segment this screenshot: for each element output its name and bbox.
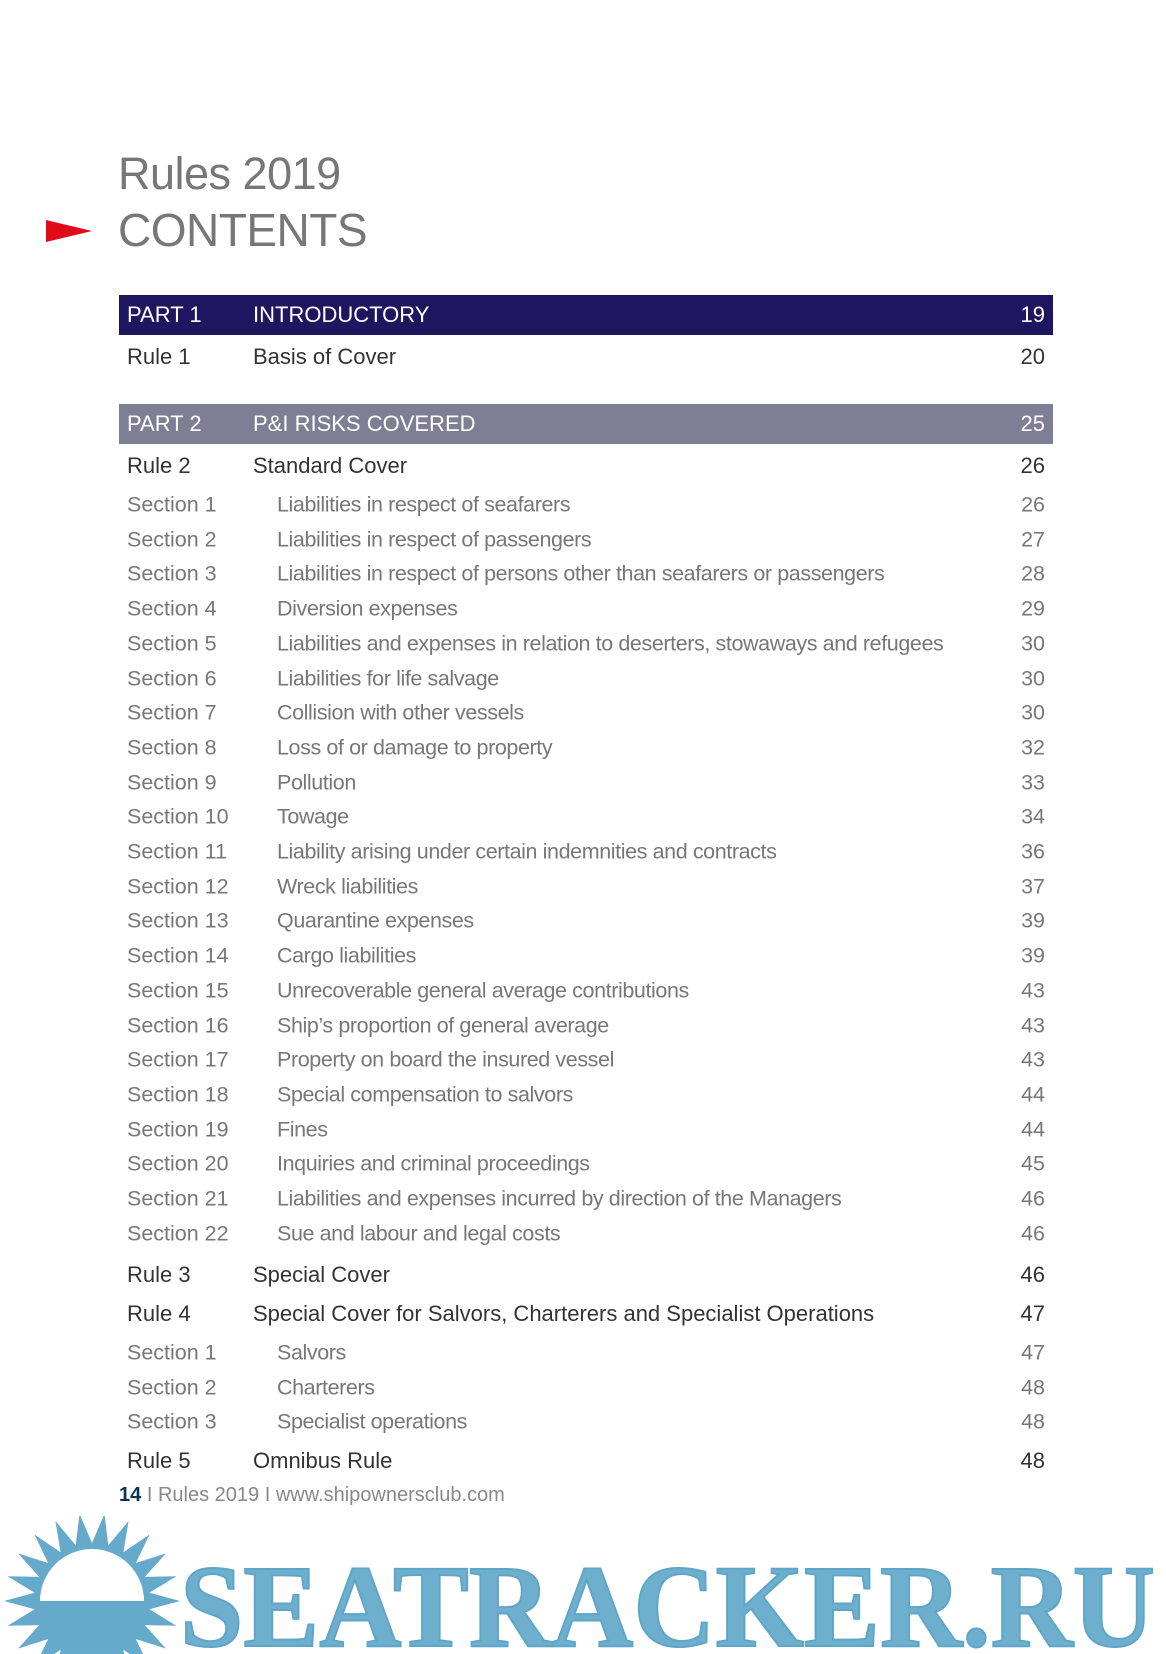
toc-section[interactable] bbox=[119, 835, 1053, 869]
footer-doc-title: Rules 2019 bbox=[157, 1484, 260, 1506]
section-page: 37 bbox=[1021, 874, 1045, 899]
section-label: Section 12 bbox=[127, 874, 229, 899]
page-number: 25 bbox=[1020, 411, 1045, 436]
section-label: Section 17 bbox=[127, 1047, 229, 1072]
section-label: Section 2 bbox=[127, 527, 217, 552]
section-title: Liabilities in respect of seafarers bbox=[277, 492, 571, 517]
toc-rule-4[interactable] bbox=[119, 1297, 1053, 1331]
page-number: 46 bbox=[1020, 1262, 1045, 1287]
section-page: 26 bbox=[1021, 492, 1045, 517]
toc-rule-3[interactable] bbox=[119, 1258, 1053, 1292]
toc-section[interactable] bbox=[119, 627, 1053, 661]
section-label: Section 15 bbox=[127, 978, 229, 1003]
section-page: 34 bbox=[1021, 804, 1045, 829]
section-label: Section 18 bbox=[127, 1082, 229, 1107]
section-label: Section 14 bbox=[127, 943, 229, 968]
page-number: 20 bbox=[1020, 344, 1045, 369]
section-label: Section 5 bbox=[127, 631, 217, 656]
section-label: Section 16 bbox=[127, 1013, 229, 1037]
section-page: 28 bbox=[1021, 561, 1045, 586]
section-title: Cargo liabilities bbox=[277, 943, 416, 968]
section-page: 32 bbox=[1021, 735, 1045, 760]
section-page: 46 bbox=[1021, 1221, 1045, 1246]
section-title: Quarantine expenses bbox=[277, 908, 474, 933]
section-label: Section 2 bbox=[127, 1375, 217, 1399]
toc-section[interactable] bbox=[119, 766, 1053, 800]
rule-label: Rule 4 bbox=[127, 1301, 191, 1326]
footer-url[interactable]: www.shipownersclub.com bbox=[275, 1484, 505, 1506]
sun-icon bbox=[4, 1516, 180, 1654]
section-label: Section 4 bbox=[127, 596, 217, 621]
toc-section[interactable] bbox=[119, 1336, 1053, 1370]
toc-section[interactable] bbox=[119, 696, 1053, 730]
toc-section[interactable] bbox=[119, 1405, 1053, 1439]
section-label: Section 22 bbox=[127, 1221, 229, 1246]
section-label: Section 1 bbox=[127, 492, 217, 517]
footer-page-number: 14 bbox=[119, 1484, 142, 1506]
toc-section[interactable] bbox=[119, 1113, 1053, 1147]
footer-separator: I bbox=[264, 1484, 271, 1506]
toc-section[interactable] bbox=[119, 974, 1053, 1008]
section-title: Unrecoverable general average contributions bbox=[277, 978, 689, 1003]
toc-section[interactable] bbox=[119, 1147, 1053, 1181]
section-page: 43 bbox=[1021, 1047, 1045, 1072]
toc-section[interactable] bbox=[119, 1371, 1053, 1405]
section-title: Ship’s proportion of general average bbox=[277, 1013, 609, 1037]
rule-title: Basis of Cover bbox=[253, 344, 397, 369]
section-page: 29 bbox=[1021, 596, 1045, 621]
section-title: Sue and labour and legal costs bbox=[277, 1221, 561, 1246]
section-page: 44 bbox=[1021, 1082, 1045, 1107]
section-page: 45 bbox=[1021, 1151, 1045, 1176]
section-title: Collision with other vessels bbox=[277, 700, 524, 725]
part-label: PART 1 bbox=[127, 302, 202, 327]
section-label: Section 3 bbox=[127, 561, 217, 586]
section-page: 36 bbox=[1021, 839, 1045, 864]
section-title: Liabilities in respect of passengers bbox=[277, 527, 592, 552]
rule-label: Rule 5 bbox=[127, 1448, 191, 1473]
toc-section[interactable] bbox=[119, 800, 1053, 834]
section-page: 30 bbox=[1021, 666, 1045, 690]
toc-section[interactable] bbox=[119, 870, 1053, 904]
section-title: Wreck liabilities bbox=[277, 874, 418, 899]
rule-label: Rule 1 bbox=[127, 344, 191, 369]
toc-section[interactable] bbox=[119, 662, 1053, 696]
section-page: 47 bbox=[1021, 1340, 1045, 1365]
section-title: Diversion expenses bbox=[277, 596, 458, 621]
section-title: Loss of or damage to property bbox=[277, 735, 553, 760]
section-title: Charterers bbox=[277, 1375, 375, 1399]
page-footer bbox=[119, 1484, 505, 1507]
section-label: Section 8 bbox=[127, 735, 217, 760]
section-title: Towage bbox=[277, 804, 349, 829]
section-label: Section 1 bbox=[127, 1340, 217, 1365]
section-title: Liabilities for life salvage bbox=[277, 666, 499, 690]
section-label: Section 10 bbox=[127, 804, 229, 829]
section-label: Section 20 bbox=[127, 1151, 229, 1176]
part-2-header[interactable] bbox=[119, 404, 1053, 444]
toc-section[interactable] bbox=[119, 1009, 1053, 1043]
toc-rule-2[interactable] bbox=[119, 449, 1053, 483]
section-page: 44 bbox=[1021, 1117, 1045, 1142]
part-title: P&I RISKS COVERED bbox=[253, 411, 476, 436]
section-title: Fines bbox=[277, 1117, 328, 1142]
footer-separator: I bbox=[146, 1484, 153, 1506]
seatracker-watermark bbox=[0, 1516, 1166, 1654]
section-page: 39 bbox=[1021, 943, 1045, 968]
toc-section[interactable] bbox=[119, 523, 1053, 557]
page-number: 47 bbox=[1020, 1301, 1045, 1326]
section-page: 48 bbox=[1021, 1409, 1045, 1434]
section-title: Salvors bbox=[277, 1340, 346, 1365]
page-number: 26 bbox=[1020, 453, 1045, 478]
part-label: PART 2 bbox=[127, 411, 202, 436]
section-page: 43 bbox=[1021, 978, 1045, 1003]
toc-section[interactable] bbox=[119, 1217, 1053, 1251]
watermark-text: SEATRACKER.RU bbox=[180, 1541, 1155, 1654]
toc-rule-1[interactable] bbox=[119, 340, 1053, 374]
section-label: Section 21 bbox=[127, 1186, 229, 1211]
section-page: 46 bbox=[1021, 1186, 1045, 1211]
rule-title: Special Cover bbox=[253, 1262, 390, 1287]
toc-section[interactable] bbox=[119, 592, 1053, 626]
toc-section[interactable] bbox=[119, 488, 1053, 522]
document-title: Rules 2019 bbox=[118, 148, 341, 199]
section-title: Special compensation to salvors bbox=[277, 1082, 573, 1107]
rule-label: Rule 3 bbox=[127, 1262, 191, 1287]
part-title: INTRODUCTORY bbox=[253, 302, 430, 327]
toc-section[interactable] bbox=[119, 1078, 1053, 1112]
rule-title: Special Cover for Salvors, Charterers and Specialist Operations bbox=[253, 1301, 875, 1326]
section-page: 43 bbox=[1021, 1013, 1045, 1037]
page-number: 48 bbox=[1020, 1448, 1045, 1473]
toc-section[interactable] bbox=[119, 731, 1053, 765]
red-triangle-icon bbox=[46, 220, 92, 242]
section-title: Property on board the insured vessel bbox=[277, 1047, 614, 1072]
section-label: Section 6 bbox=[127, 666, 217, 690]
toc-section[interactable] bbox=[119, 1182, 1053, 1216]
section-label: Section 13 bbox=[127, 908, 229, 933]
section-title: Liability arising under certain indemnities and contracts bbox=[277, 839, 777, 864]
section-label: Section 9 bbox=[127, 770, 217, 795]
section-title: Specialist operations bbox=[277, 1409, 467, 1434]
rule-label: Rule 2 bbox=[127, 453, 191, 478]
section-title: Liabilities and expenses in relation to deserters, stowaways and refugees bbox=[277, 631, 944, 656]
section-title: Liabilities and expenses incurred by direction of the Managers bbox=[277, 1186, 842, 1211]
section-title: Pollution bbox=[277, 770, 356, 795]
part-1-header[interactable] bbox=[119, 295, 1053, 335]
rule-title: Omnibus Rule bbox=[253, 1448, 393, 1473]
section-label: Section 7 bbox=[127, 700, 217, 725]
section-page: 27 bbox=[1021, 527, 1045, 552]
toc-section[interactable] bbox=[119, 904, 1053, 938]
section-label: Section 3 bbox=[127, 1409, 217, 1434]
contents-heading: CONTENTS bbox=[118, 204, 367, 256]
section-page: 39 bbox=[1021, 908, 1045, 933]
page-number: 19 bbox=[1020, 302, 1045, 327]
rule-title: Standard Cover bbox=[253, 453, 408, 478]
toc-section[interactable] bbox=[119, 1043, 1053, 1077]
section-title: Inquiries and criminal proceedings bbox=[277, 1151, 590, 1176]
section-label: Section 19 bbox=[127, 1117, 229, 1142]
toc-section[interactable] bbox=[119, 939, 1053, 973]
toc-rule-5[interactable] bbox=[119, 1444, 1053, 1478]
section-page: 30 bbox=[1021, 631, 1045, 656]
section-page: 33 bbox=[1021, 770, 1045, 795]
section-title: Liabilities in respect of persons other than seafarers or passengers bbox=[277, 561, 885, 586]
section-page: 48 bbox=[1021, 1375, 1045, 1399]
toc-section[interactable] bbox=[119, 557, 1053, 591]
section-page: 30 bbox=[1021, 700, 1045, 725]
section-label: Section 11 bbox=[127, 839, 228, 864]
